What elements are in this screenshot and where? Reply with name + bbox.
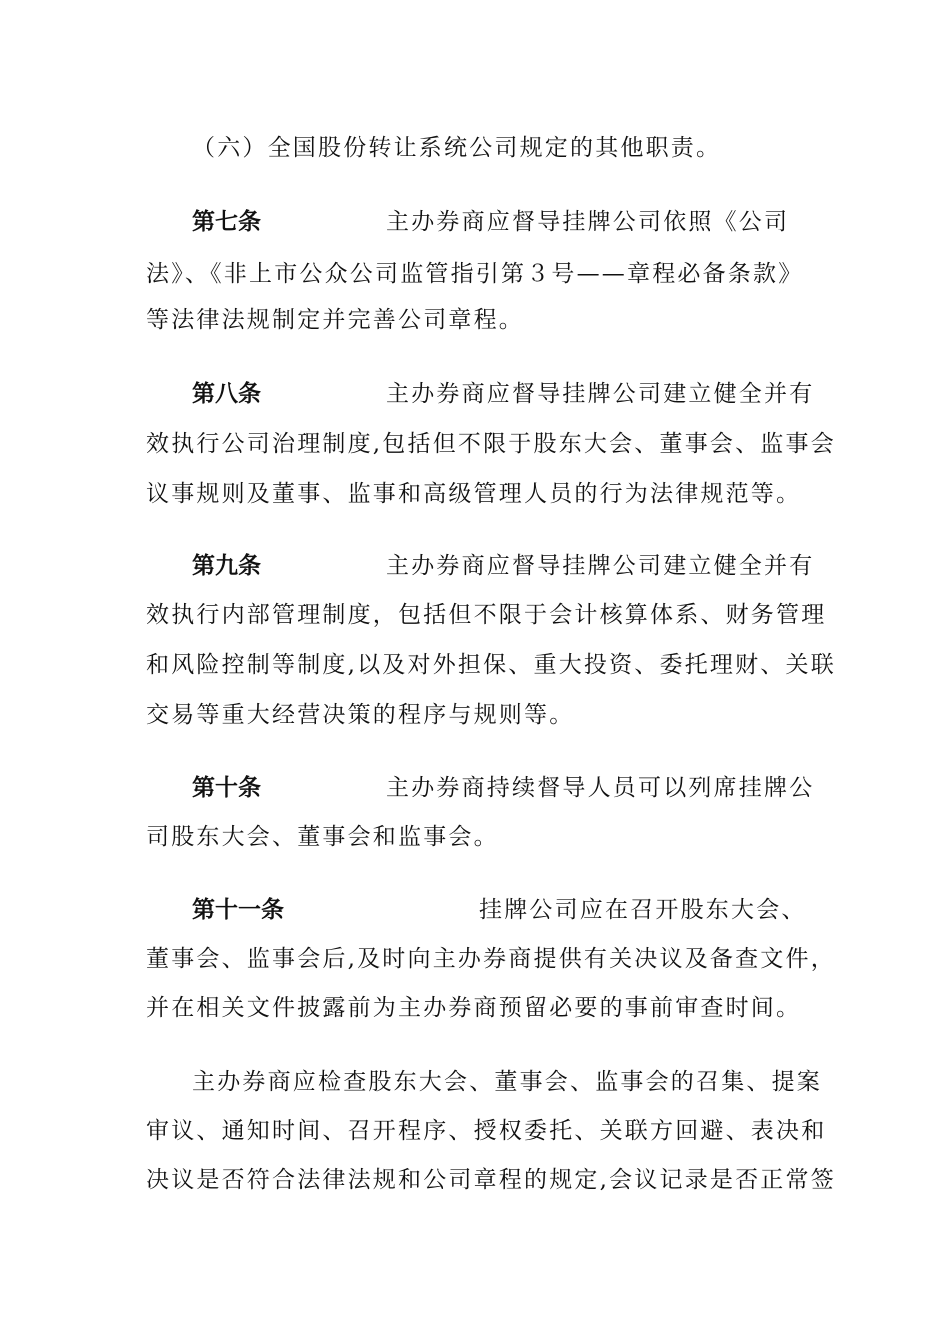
- article-8-heading-row: [192, 379, 815, 409]
- article-11-first-line: 挂牌公司应在召开股东大会、: [479, 897, 807, 923]
- article-7-heading-row: [192, 207, 812, 237]
- item-6-line: （六）全国股份转让系统公司规定的其他职责。: [192, 135, 722, 161]
- article-9-heading-row: [192, 551, 815, 581]
- article-7-title: 第七条: [192, 209, 261, 235]
- article-10-first-line: 主办券商持续督导人员可以列席挂牌公: [386, 775, 815, 801]
- article-11-heading-row: [192, 895, 812, 925]
- review-paragraph-line-1: 主办券商应检查股东大会、董事会、监事会的召集、提案: [192, 1069, 822, 1095]
- article-11-title: 第十一条: [192, 897, 284, 923]
- article-7-first-line: 主办券商应督导挂牌公司依照《公司: [386, 209, 790, 235]
- article-10-heading-row: [192, 773, 815, 803]
- article-9-first-line: 主办券商应督导挂牌公司建立健全并有: [386, 553, 815, 579]
- article-9-line-3: 和风险控制等制度,以及对外担保、重大投资、委托理财、关联: [146, 652, 836, 678]
- article-11-line-3: 并在相关文件披露前为主办券商预留必要的事前审查时间。: [146, 995, 802, 1021]
- review-paragraph-line-2: 审议、通知时间、召开程序、授权委托、关联方回避、表决和: [146, 1118, 827, 1144]
- article-8-title: 第八条: [192, 381, 261, 407]
- article-10-title: 第十条: [192, 775, 261, 801]
- article-8-line-3: 议事规则及董事、监事和高级管理人员的行为法律规范等。: [146, 481, 802, 507]
- article-9-line-4: 交易等重大经营决策的程序与规则等。: [146, 702, 575, 728]
- review-paragraph-line-3: 决议是否符合法律法规和公司章程的规定,会议记录是否正常签: [146, 1167, 836, 1193]
- article-11-line-2: 董事会、监事会后,及时向主办券商提供有关决议及备查文件，: [146, 946, 836, 972]
- article-8-first-line: 主办券商应督导挂牌公司建立健全并有: [386, 381, 815, 407]
- article-9-line-2: 效执行内部管理制度，包括但不限于会计核算体系、财务管理: [146, 602, 827, 628]
- article-8-line-2: 效执行公司治理制度,包括但不限于股东大会、董事会、监事会: [146, 431, 836, 457]
- article-7-line-2: 法》、《非上市公众公司监管指引第３号——章程必备条款》: [146, 261, 804, 287]
- article-10-line-2: 司股东大会、董事会和监事会。: [146, 824, 499, 850]
- article-7-line-3: 等法律法规制定并完善公司章程。: [146, 307, 524, 333]
- article-9-title: 第九条: [192, 553, 261, 579]
